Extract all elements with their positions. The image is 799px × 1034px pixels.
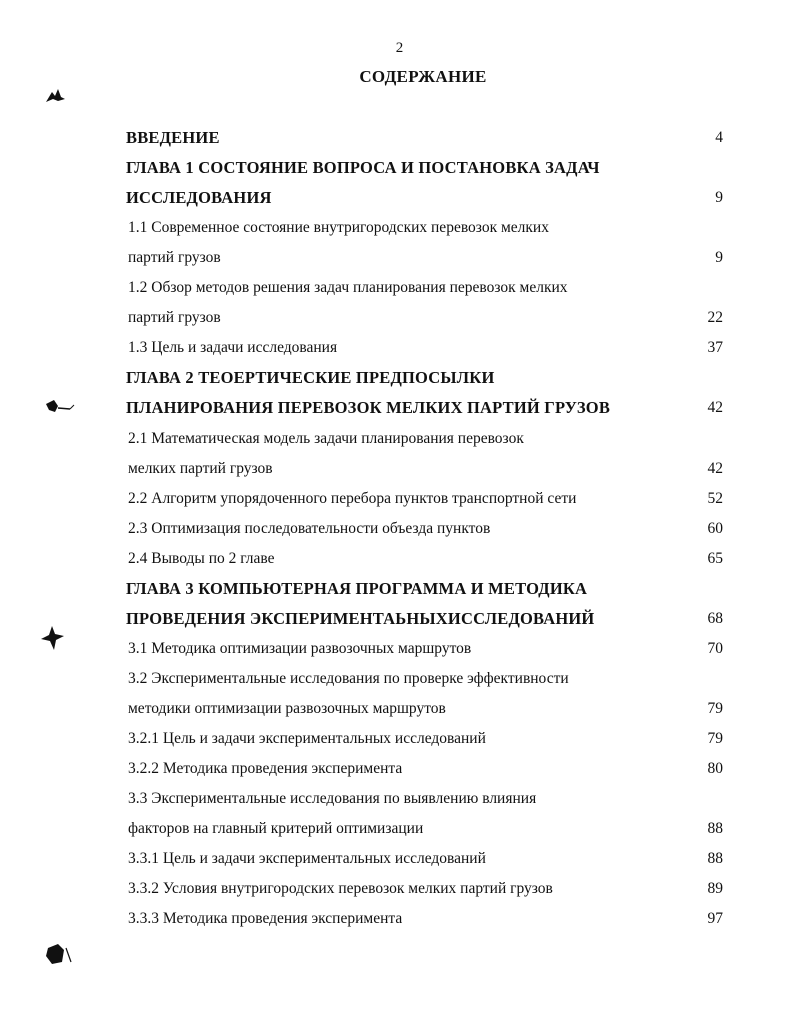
toc-entry-line: 1.2 Обзор методов решения задач планирования перевозок мелких xyxy=(128,279,568,297)
toc-entry-line: ПРОВЕДЕНИЯ ЭКСПЕРИМЕНТАЬНЫХИССЛЕДОВАНИЙ xyxy=(126,608,595,628)
toc-page-number: 70 xyxy=(707,639,723,657)
toc-entry-line: ГЛАВА 2 ТЕОЕРТИЧЕСКИЕ ПРЕДПОСЫЛКИ xyxy=(126,368,495,388)
toc-page-number: 79 xyxy=(707,730,723,747)
scan-blot-1 xyxy=(44,86,68,106)
toc-page-number: 22 xyxy=(707,309,723,327)
toc-title: СОДЕРЖАНИЕ xyxy=(359,67,487,86)
toc-entry-line: ГЛАВА 1 СОСТОЯНИЕ ВОПРОСА И ПОСТАНОВКА ЗАДАЧ xyxy=(126,158,600,178)
toc-entry-line: мелких партий грузов xyxy=(128,459,273,477)
toc-page-number: 97 xyxy=(707,910,723,928)
toc-entry-line: партий грузов xyxy=(128,309,221,327)
toc-entry-line: ГЛАВА 3 КОМПЬЮТЕРНАЯ ПРОГРАММА И МЕТОДИКА xyxy=(126,578,588,598)
toc-entry-line: ПЛАНИРОВАНИЯ ПЕРЕВОЗОК МЕЛКИХ ПАРТИЙ ГРУЗОВ xyxy=(126,398,611,418)
toc-entry-line: 1.1 Современное состояние внутригородских перевозок мелких xyxy=(128,219,549,237)
toc-entry-line: 3.1 Методика оптимизации развозочных маршрутов xyxy=(128,639,472,657)
scan-blot-3 xyxy=(38,624,66,652)
toc-entry-line: 3.3 Экспериментальные исследования по выявлению влияния xyxy=(128,790,537,808)
toc-page-number: 52 xyxy=(707,489,723,507)
toc-page-number: 80 xyxy=(707,760,723,778)
toc-page-number: 88 xyxy=(707,850,723,868)
toc-page-number: 79 xyxy=(707,699,723,717)
toc-entry-line: факторов на главный критерий оптимизации xyxy=(128,820,424,838)
scan-blot-4 xyxy=(44,940,74,968)
scan-blot-2 xyxy=(44,396,80,420)
toc-page-number: 4 xyxy=(715,129,723,146)
toc-entry-line: 2.3 Оптимизация последовательности объезда пунктов xyxy=(128,519,491,537)
toc-entry-line: партий грузов xyxy=(128,249,221,267)
toc-page-number: 9 xyxy=(715,189,723,207)
toc-entry-line: ИССЛЕДОВАНИЯ xyxy=(126,188,272,208)
toc-page-number: 9 xyxy=(715,249,723,267)
toc-page-number: 68 xyxy=(707,609,723,627)
toc-entry-line: 3.2.1 Цель и задачи экспериментальных исследований xyxy=(128,730,486,747)
toc-page-number: 42 xyxy=(707,459,723,477)
toc-entry-line: 3.2.2 Методика проведения эксперимента xyxy=(128,760,403,778)
toc-entry-line: 3.3.2 Условия внутригородских перевозок мелких партий грузов xyxy=(128,880,553,898)
toc-entry-line: 2.2 Алгоритм упорядоченного перебора пунктов транспортной сети xyxy=(128,489,577,507)
toc-entry-line: 1.3 Цель и задачи исследования xyxy=(128,339,338,357)
toc-entry-line: 3.3.1 Цель и задачи экспериментальных исследований xyxy=(128,850,486,868)
toc-page-number: 37 xyxy=(707,339,723,357)
toc-page-number: 60 xyxy=(707,519,723,537)
toc-entry-line: 2.1 Математическая модель задачи планирования перевозок xyxy=(128,429,524,447)
toc-page-number: 65 xyxy=(707,549,723,567)
toc-entry-line: методики оптимизации развозочных маршрутов xyxy=(128,699,446,717)
toc-entry-line: 3.2 Экспериментальные исследования по проверке эффективности xyxy=(128,669,569,687)
toc-page-number: 88 xyxy=(707,820,723,838)
toc-entry-line: 3.3.3 Методика проведения эксперимента xyxy=(128,910,403,928)
page-number: 2 xyxy=(395,40,404,56)
toc-page-number: 89 xyxy=(707,880,723,898)
toc-entry-line: 2.4 Выводы по 2 главе xyxy=(128,549,275,567)
toc-entry-line: ВВЕДЕНИЕ xyxy=(126,128,220,147)
toc-page-number: 42 xyxy=(707,399,723,417)
